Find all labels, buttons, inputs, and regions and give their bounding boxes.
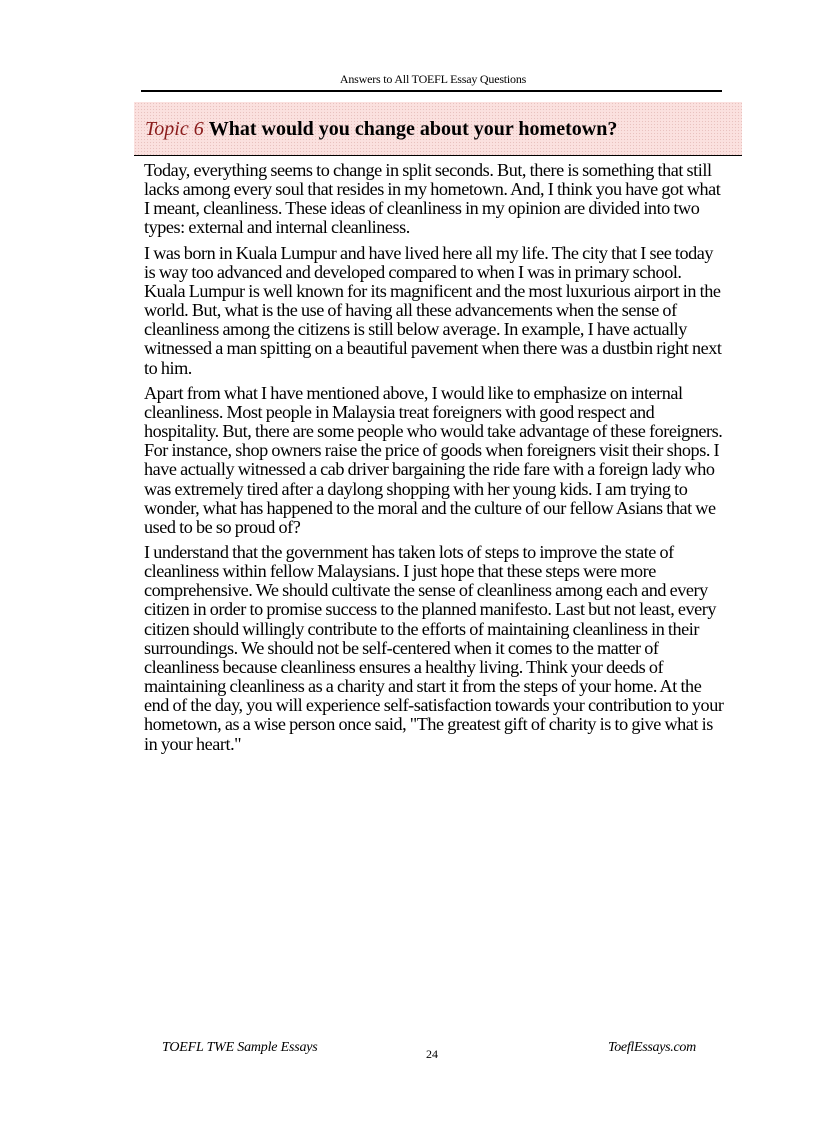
essay-paragraph-4: I understand that the government has taken lots of steps to improve the state of cleanliness within fellow Malaysians. I just hope that these steps were more comprehensive. We should cultivate the sense of cleanliness among each and every citizen in order to promise success to the planned manifesto. Last but not least, every citizen should willingly contribute to the efforts of maintaining cleanliness in their surroundings. We should not be self-centered when it comes to the matter of cleanliness because cleanliness ensures a healthy living. Think your deeds of maintaining cleanliness as a charity and start it from the steps of your home. At the end of the day, you will experience self-satisfaction towards your contribution to your hometown, as a wise person once said, "The greatest gift of charity is to give what is in your heart." bbox=[144, 541, 724, 754]
page-number: 24 bbox=[426, 1047, 438, 1061]
essay-paragraph-3: Apart from what I have mentioned above, I would like to emphasize on internal cleanliness. Most people in Malaysia treat foreigners with good respect and hospitality. But, there are some people who would take advantage of these foreigners. For instance, shop owners raise the price of goods when foreigners visit their shops. I have actually witnessed a cab driver bargaining the ride fare with a foreign lady who was extremely tired after a daylong shopping with her young kids. I am trying to wonder, what has happened to the moral and the culture of our fellow Asians that we used to be so proud of? bbox=[144, 382, 723, 537]
running-header: Answers to All TOEFL Essay Questions bbox=[339, 72, 527, 86]
essay-paragraph-1: Today, everything seems to change in split seconds. But, there is something that still lacks among every soul that resides in my hometown. And, I think you have got what I meant, cleanliness. These ideas of cleanliness in my opinion are divided into two types: external and internal cleanliness. bbox=[144, 160, 721, 238]
essay-body bbox=[144, 161, 724, 760]
topic-title bbox=[145, 117, 617, 141]
header-divider bbox=[141, 90, 722, 92]
topic-divider bbox=[134, 155, 742, 156]
essay-paragraph-2: I was born in Kuala Lumpur and have lived here all my life. The city that I see today is way too advanced and developed compared to when I was in primary school. Kuala Lumpur is well known for its magnificent and the most luxurious airport in the world. But, what is the use of having all these advancements when the sense of cleanliness among the citizens is still below average. In example, I have actually witnessed a man spitting on a beautiful pavement when there was a dustbin right next to him. bbox=[144, 242, 722, 378]
footer-book-title: TOEFL TWE Sample Essays bbox=[162, 1040, 318, 1055]
footer-website: ToeflEssays.com bbox=[608, 1040, 696, 1055]
topic-label: Topic 6 bbox=[145, 118, 204, 140]
topic-heading: What would you change about your hometown? bbox=[208, 118, 618, 140]
